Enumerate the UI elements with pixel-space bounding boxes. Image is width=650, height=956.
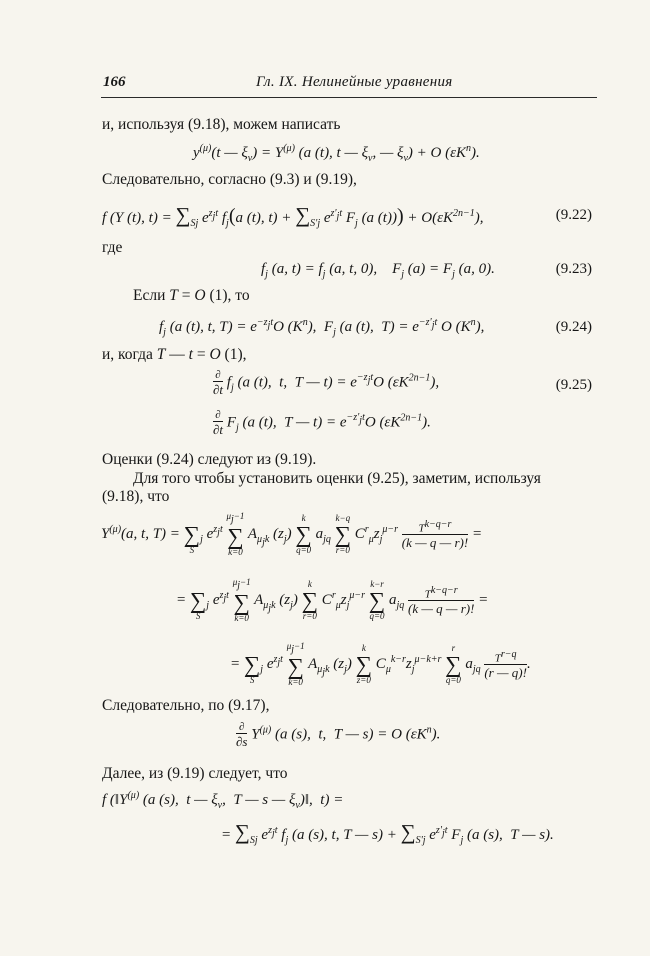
paragraph-9: Следовательно, по (9.17), [102, 697, 270, 714]
equation-f-2: = $\sum_{Sj}$ $e^{z_jt}$ $f_j$ (a (s), t, T — $s) + \sum_{S'j}$ $e^{z'_jt}$ $F_j$ (a (s), T — s). [221, 820, 554, 846]
paragraph-8: (9.18), что [102, 488, 170, 505]
header-rule [101, 97, 597, 98]
equation-f-1: f ($‖Y^{(\mu)}$ (a (s), t — $\xi_\nu$, T — s — $\xi_\nu)‖$, t) = [102, 790, 344, 811]
running-title: Гл. IX. Нелинейные уравнения [256, 74, 453, 90]
paragraph-5: и, когда T — t = O (1), [102, 346, 247, 363]
paragraph-1: и, используя (9.18), можем написать [102, 116, 341, 133]
paragraph-2: Следовательно, согласно (9.3) и (9.19), [102, 171, 357, 188]
paragraph-7: Для того чтобы установить оценки (9.25), заметим, используя [133, 470, 541, 487]
paragraph-3: где [102, 239, 123, 256]
equation-number-9-22: (9.22) [555, 207, 592, 223]
equation-y-mu: $y^{(\mu)}(t$ — $\xi_\nu) = Y^{(\mu)}$ (a (t), t — $\xi_\nu$, — $\xi_\nu) + O$ $(\varepsilon K^n)$. [193, 143, 480, 164]
equation-9-25a: $\frac{\partial}{\partial t}$ $f_j$ (a (t), t, T — $t) = e^{-z_jt}O$ $(\varepsilon K^{2n-1})$, [213, 369, 440, 397]
equation-9-23: $f_j$ (a, $t) = f_j$ (a, t, 0), $F_j$ $(a) = F_j$ (a, 0). [261, 261, 495, 280]
equation-9-25b: $\frac{\partial}{\partial t}$ $F_j$ (a (t), T — $t) = e^{-z'_jt}O$ $(\varepsilon K^{2n-1})$. [213, 409, 431, 437]
equation-number-9-25: (9.25) [555, 377, 592, 393]
equation-number-9-23: (9.23) [555, 261, 592, 277]
equation-number-9-24: (9.24) [555, 319, 592, 335]
equation-y-sum-3: = ∑ S $_j$ $e^{z_jt}$ $\mu_j-1$ ∑ k=0 $A_{\mu_jk}$ $(z_j)$ k ∑ z=0 $C_\mu^{k-r}z_j^{\mu-k+r}$ r ∑ q=0 $a_{jq}$ $\frac{T^{r-q}}{(r — q)!}$ . [230, 641, 531, 687]
paragraph-6: Оценки (9.24) следуют из (9.19). [102, 451, 317, 468]
equation-9-22: f (Y (t), $t) = \sum_{Sj}$ $e^{z_jt}$ $f_j(a$ (t), $t) + \sum_{S'j}$ $e^{z'_jt}$ $F_j$ (a $(t))) + O(\varepsilon K^{2n-1})$, [102, 203, 484, 229]
equation-ds: $\frac{\partial}{\partial s}$ $Y^{(\mu)}$ (a (s), t, T — s) = O $(\varepsilon K^n)$. [236, 721, 441, 749]
equation-y-sum-2: = ∑ S $_j$ $e^{z_jt}$ $\mu_j-1$ ∑ k=0 $A_{\mu_jk}$ $(z_j)$ k ∑ r=0 $C^r_\mu z_j^{\mu-r}$ k−r ∑ q=0 $a_{jq}$ $\frac{T^{k-q-r}}{(k — q — r)!}$ = [176, 577, 489, 623]
paragraph-10: Далее, из (9.19) следует, что [102, 765, 288, 782]
paragraph-4: Если T = O (1), то [133, 287, 250, 304]
equation-y-sum-1: $Y^{(\mu)}(a$, t, T) = ∑ S $_j$ $e^{z_jt}$ $\mu_j-1$ ∑ k=0 $A_{\mu_jk}$ $(z_j)$ k ∑ q=0 $a_{jq}$ k−q ∑ r=0 $C^r_\mu z_j^{\mu-r}$ $\frac{T^{k-q-r}}{(k — q — r)!}$ = [101, 511, 483, 557]
equation-9-24: $f_j$ (a (t), t, $T) = e^{-z_jt}O$ $(K^n)$, $F_j$ (a (t), $T) = e^{-z'_jt}$ O $(K^n)$, [159, 317, 485, 338]
page-number: 166 [103, 74, 126, 90]
